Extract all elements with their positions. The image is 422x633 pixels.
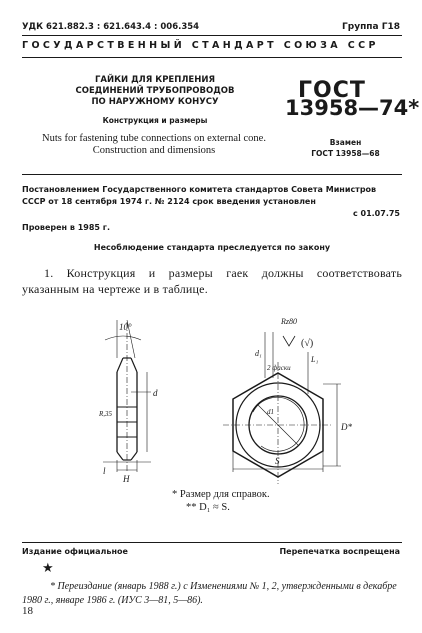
side-view-edge <box>131 358 137 372</box>
english-title-line-1: Nuts for fastening tube connections on external cone. <box>42 133 266 144</box>
nut-drawing <box>55 312 385 484</box>
dim-d-label: d <box>153 388 158 398</box>
footer-rule <box>22 542 402 543</box>
replaces-value: ГОСТ 13958—68 <box>311 149 380 158</box>
roughness-symbol: (√) <box>301 338 314 349</box>
dim-l1-label: L₁ <box>311 355 319 364</box>
dim-h-label: H <box>123 474 130 484</box>
roughness-mark <box>283 336 295 346</box>
thread-label: d1 <box>267 408 274 416</box>
side-view-edge <box>117 452 123 460</box>
roughness-label: Rz80 <box>281 317 297 326</box>
chamfer-label: 2 фаски <box>267 364 291 372</box>
title-line-2: СОЕДИНЕНИЙ ТРУБОПРОВОДОВ <box>75 86 235 96</box>
star-icon: ★ <box>42 561 54 576</box>
state-standard-header: ГОСУДАРСТВЕННЫЙ СТАНДАРТ СОЮЗА ССР <box>22 40 379 51</box>
dim-d-star-label: D* <box>341 422 352 432</box>
header-rule <box>22 57 402 58</box>
document-title <box>60 75 250 108</box>
checked-year: Проверен в 1985 г. <box>22 223 110 232</box>
replaces-label: Взамен <box>329 138 362 147</box>
section-rule <box>22 174 402 175</box>
footnote-2: ** D₁ ≈ S. <box>186 502 230 513</box>
effective-date: с 01.07.75 <box>352 209 400 218</box>
paragraph-1: 1. Конструкция и размеры гаек должны соответствовать указанным на чертеже и в таблице. <box>22 266 402 296</box>
english-title-line-2: Construction and dimensions <box>92 145 216 156</box>
official-edition: Издание официальное <box>22 547 128 556</box>
document-subtitle: Конструкция и размеры <box>102 116 208 125</box>
side-view-edge <box>131 452 137 460</box>
title-line-3: ПО НАРУЖНОМУ КОНУСУ <box>91 97 219 107</box>
top-rule <box>22 35 402 36</box>
gost-label: ГОСТ <box>298 78 366 103</box>
dim-r-label: R,35 <box>99 410 113 418</box>
gost-number: 13958—74* <box>285 96 420 120</box>
page-number: 18 <box>22 605 33 617</box>
dim-d1-label: d₁ <box>255 349 262 358</box>
angle-arc <box>105 336 141 340</box>
footnote-1: * Размер для справок. <box>172 489 270 500</box>
group-code: Группа Г18 <box>342 22 400 32</box>
udk-code: УДК 621.882.3 : 621.643.4 : 006.354 <box>22 22 200 32</box>
angle-label: 10° <box>119 322 132 332</box>
side-view-edge <box>117 358 123 372</box>
decree-text: Постановлением Государственного комитета стандартов Совета Министров СССР от 18 сентября 1974 г. № 2124 срок введения установлен <box>22 185 377 206</box>
penalty-notice: Несоблюдение стандарта преследуется по закону <box>93 243 331 252</box>
reissue-note: * Переиздание (январь 1988 г.) с Изменениями № 1, 2, утвержденными в декабре 1980 г., январе 1986 г. (ИУС 3—81, 5—86). <box>22 581 397 606</box>
english-title <box>24 133 284 157</box>
dim-s-label: S <box>275 456 280 466</box>
title-line-1: ГАЙКИ ДЛЯ КРЕПЛЕНИЯ <box>94 75 215 85</box>
replaces-block <box>288 137 403 159</box>
dim-l-label: l <box>103 466 106 476</box>
reprint-notice: Перепечатка воспрещена <box>279 547 400 556</box>
